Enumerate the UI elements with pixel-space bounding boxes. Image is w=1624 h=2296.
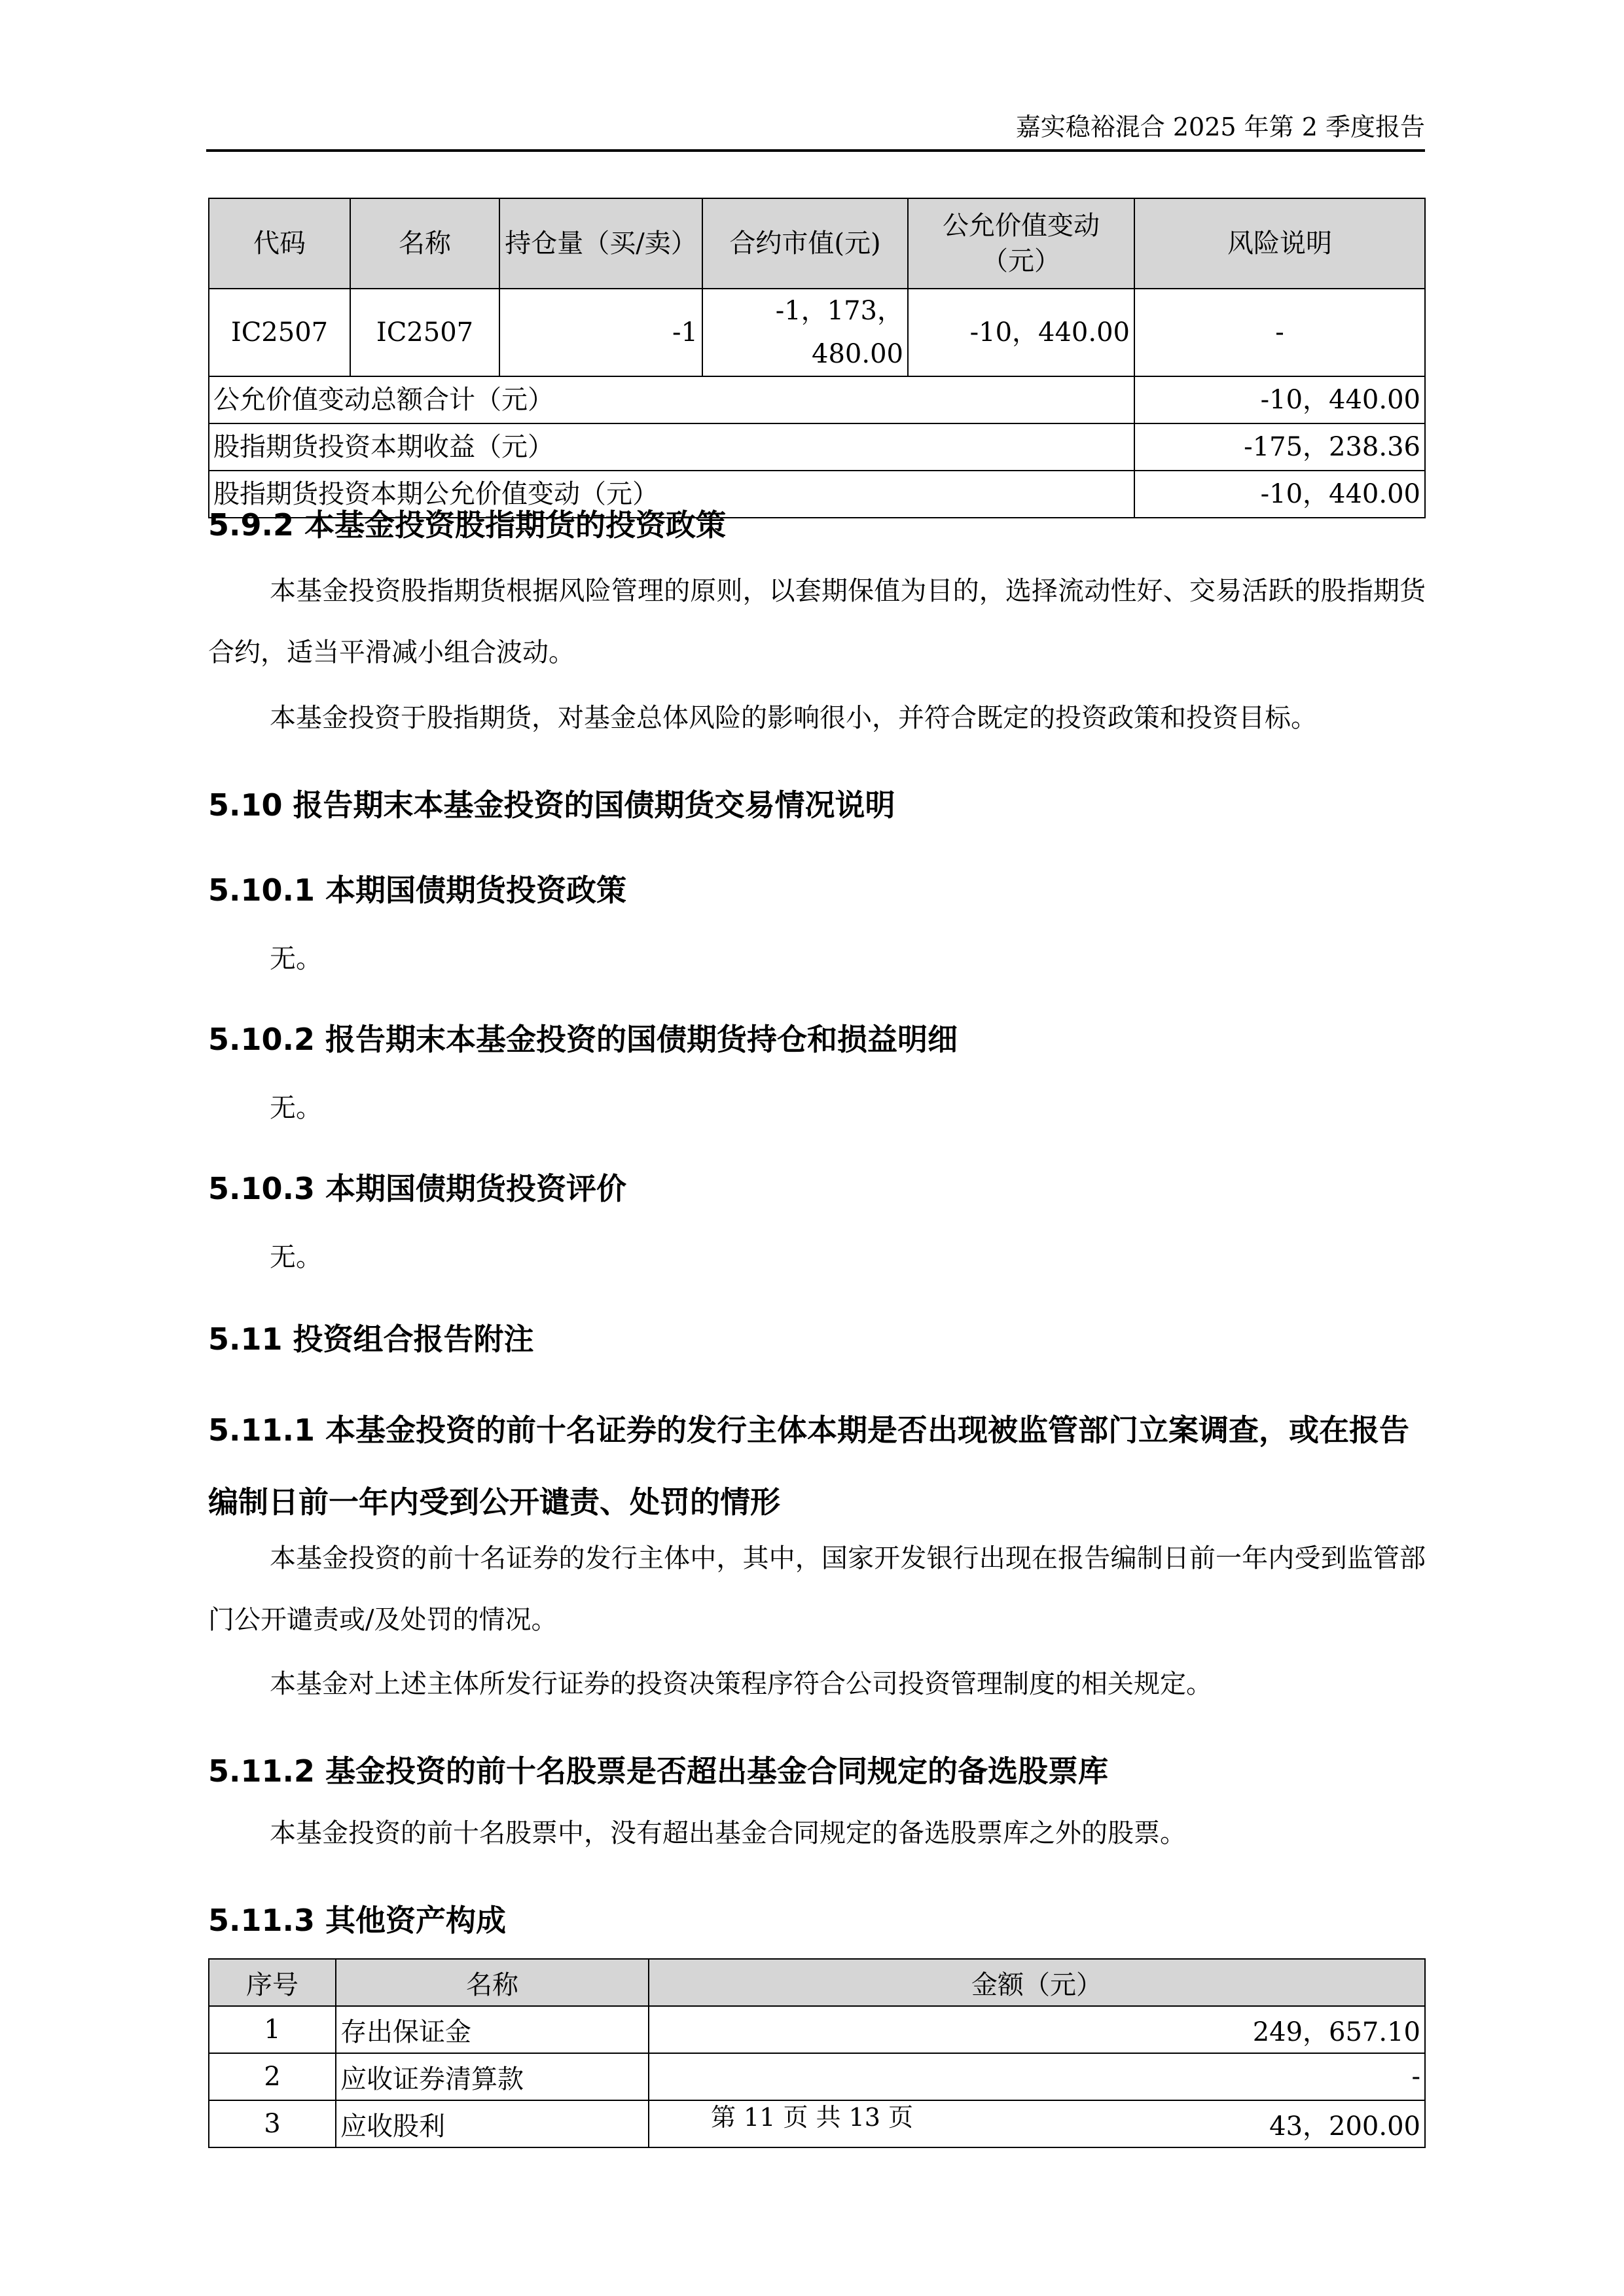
page-number: 第 11 页 共 13 页 [710, 2103, 914, 2132]
cell-name: 应收证券清算款 [336, 2053, 649, 2100]
cell-code: IC2507 [209, 289, 350, 376]
cell-name: 存出保证金 [336, 2006, 649, 2053]
summary-row [209, 423, 1425, 471]
futures-holdings-table [208, 198, 1426, 518]
paragraph: 本基金投资股指期货根据风险管理的原则，以套期保值为目的，选择流动性好、交易活跃的股指期货合约，适当平滑减小组合波动。 [208, 576, 1426, 668]
cell-no: 1 [209, 2006, 336, 2053]
paragraph: 无。 [270, 1093, 322, 1123]
section-heading-5-9-2: 5.9.2 本基金投资股指期货的投资政策 [208, 507, 726, 543]
table-row [209, 289, 1425, 376]
cell-no: 3 [209, 2100, 336, 2147]
header-position: 持仓量（买/卖） [499, 198, 702, 289]
header-name: 名称 [336, 1959, 649, 2006]
cell-position: -1 [499, 289, 702, 376]
paragraph: 无。 [270, 1242, 322, 1272]
header-contract-value: 合约市值(元) [702, 198, 908, 289]
summary-value: -175，238.36 [1134, 423, 1425, 471]
paragraph: 本基金投资的前十名证券的发行主体中，其中，国家开发银行出现在报告编制日前一年内受到监管部门公开谴责或/及处罚的情况。 [208, 1543, 1426, 1635]
section-heading-5-10-1: 5.10.1 本期国债期货投资政策 [208, 872, 626, 908]
header-fair-value-change [908, 198, 1134, 289]
cell-name: IC2507 [350, 289, 499, 376]
header-fair-value-change-line1: 公允价值变动 [943, 211, 1100, 241]
table-row [209, 2053, 1425, 2100]
section-heading-5-10-3: 5.10.3 本期国债期货投资评价 [208, 1171, 626, 1206]
cell-contract-value: -1，173，480.00 [702, 289, 908, 376]
section-heading-5-11: 5.11 投资组合报告附注 [208, 1321, 534, 1357]
summary-row [209, 376, 1425, 423]
summary-label: 公允价值变动总额合计（元） [209, 376, 1134, 423]
header-divider [206, 149, 1425, 152]
section-heading-5-11-3: 5.11.3 其他资产构成 [208, 1903, 506, 1938]
summary-value: -10，440.00 [1134, 471, 1425, 518]
paragraph: 无。 [270, 944, 322, 974]
summary-label: 股指期货投资本期收益（元） [209, 423, 1134, 471]
section-heading-5-11-2: 5.11.2 基金投资的前十名股票是否超出基金合同规定的备选股票库 [208, 1753, 1108, 1789]
paragraph: 本基金对上述主体所发行证券的投资决策程序符合公司投资管理制度的相关规定。 [270, 1669, 1212, 1699]
header-risk: 风险说明 [1134, 198, 1425, 289]
cell-no: 2 [209, 2053, 336, 2100]
cell-amount: 249，657.10 [649, 2006, 1425, 2053]
header-fair-value-change-line2: （元） [982, 246, 1060, 276]
paragraph: 本基金投资于股指期货，对基金总体风险的影响很小，并符合既定的投资政策和投资目标。 [270, 703, 1317, 733]
cell-name: 应收股利 [336, 2100, 649, 2147]
report-header: 嘉实稳裕混合 2025 年第 2 季度报告 [1015, 113, 1425, 141]
summary-label: 股指期货投资本期公允价值变动（元） [209, 471, 1134, 518]
section-heading-5-10-2: 5.10.2 报告期末本基金投资的国债期货持仓和损益明细 [208, 1022, 958, 1057]
header-no: 序号 [209, 1959, 336, 2006]
table-header-row [209, 1959, 1425, 2006]
section-heading-5-10: 5.10 报告期末本基金投资的国债期货交易情况说明 [208, 787, 895, 823]
header-code: 代码 [209, 198, 350, 289]
summary-value: -10，440.00 [1134, 376, 1425, 423]
table-row [209, 2006, 1425, 2053]
header-amount: 金额（元） [649, 1959, 1425, 2006]
cell-amount: - [649, 2053, 1425, 2100]
cell-amount: 43，200.00 [649, 2100, 1425, 2147]
cell-fair-value-change: -10，440.00 [908, 289, 1134, 376]
cell-risk: - [1134, 289, 1425, 376]
header-name: 名称 [350, 198, 499, 289]
table-header-row [209, 198, 1425, 289]
section-heading-5-11-1: 5.11.1 本基金投资的前十名证券的发行主体本期是否出现被监管部门立案调查，或在报告编制日前一年内受到公开谴责、处罚的情形 [208, 1412, 1409, 1520]
paragraph: 本基金投资的前十名股票中，没有超出基金合同规定的备选股票库之外的股票。 [270, 1818, 1186, 1848]
